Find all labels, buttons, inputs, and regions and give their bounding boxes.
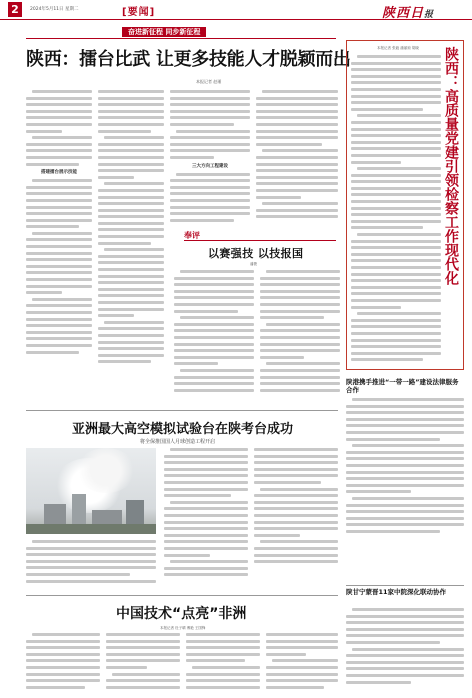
china-tech-byline: 本报记者 杜子晴 傅艳 王国锋	[160, 626, 206, 630]
experiment-column-3	[26, 540, 156, 590]
experiment-column-2	[254, 448, 338, 588]
right-column-divider	[346, 585, 464, 586]
commentary-kicker: 奉评	[184, 231, 200, 240]
sidebar-body	[351, 55, 441, 367]
sidebar-headline: 陕西：高质量党建引领检察工作现代化	[443, 47, 459, 285]
china-tech-headline: 中国技术“点亮”非洲	[116, 606, 247, 622]
lead-subhead-1: 搭建擂台展示技能	[41, 170, 77, 176]
sidebar-feature-box	[346, 40, 464, 370]
right-story-2-body	[346, 608, 464, 694]
china-tech-column-3	[186, 633, 260, 695]
right-story-1-body	[346, 398, 464, 558]
test-facility-photo	[26, 448, 156, 534]
lead-column-3	[170, 90, 250, 222]
commentary-byline: 潘捷	[250, 262, 257, 266]
china-tech-column-4	[266, 633, 338, 695]
page-header	[0, 0, 472, 20]
experiment-headline: 亚洲最大高空模拟试验台在陕考台成功	[72, 422, 294, 437]
commentary-column-2	[260, 270, 340, 402]
lead-column-2	[98, 90, 164, 390]
experiment-subtitle: 将全保推国国人月球创造工程开启	[140, 439, 216, 445]
sidebar-byline: 本报记者 张毅 潘丽琼 胡晓	[377, 46, 419, 50]
right-story-1-headline: 陕港携手推进“一带一路”建设法律服务合作	[346, 378, 459, 394]
china-tech-column-2	[106, 633, 180, 695]
commentary-column-1	[174, 270, 254, 402]
section-divider-2	[26, 595, 338, 596]
newspaper-logo: 陕西日报	[382, 6, 435, 21]
lead-ribbon: 奋进新征程 同步新征程	[122, 27, 206, 37]
experiment-column-1	[164, 448, 248, 588]
lead-rule	[26, 38, 336, 39]
lead-headline: 陕西：擂台比武 让更多技能人才脱颖而出	[26, 49, 351, 70]
lead-column-4	[256, 90, 338, 222]
lead-byline: 本报记者 赵瑾	[196, 79, 222, 84]
issue-date: 2024年5月11日 星期二	[30, 7, 79, 12]
section-divider-1	[26, 410, 338, 411]
commentary-headline: 以赛强技 以技报国	[208, 247, 304, 260]
commentary-rule	[184, 240, 336, 241]
lead-column-1	[26, 90, 92, 390]
china-tech-column-1	[26, 633, 100, 695]
right-story-2-headline: 陕甘宁蒙晋11家中院深化联动协作	[346, 588, 447, 596]
page-number: 2	[8, 2, 22, 17]
lead-subhead-2: 三大方向工程建设	[192, 163, 228, 169]
section-title: [要闻]	[122, 7, 156, 18]
